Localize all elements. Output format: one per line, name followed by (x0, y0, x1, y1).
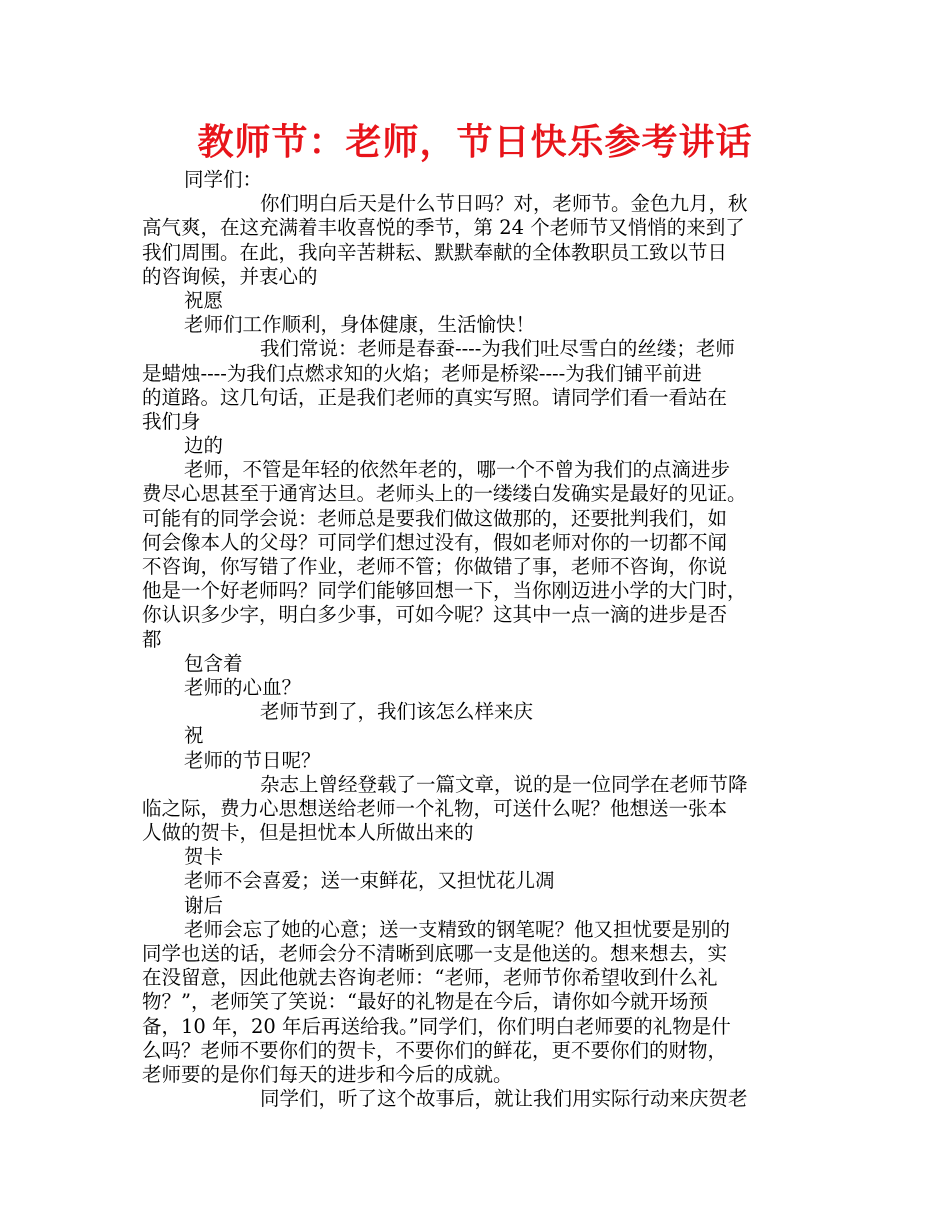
text-line: 祝愿 (184, 288, 224, 312)
text-line: 你认识多少字，明白多少事，可如今呢？这其中一点一滴的进步是否 (142, 603, 728, 627)
text-line: 老师，不管是年轻的依然年老的，哪一个不曾为我们的点滴进步 (184, 458, 731, 482)
text-line: 他是一个好老师吗？同学们能够回想一下，当你刚迈进小学的大门时， (142, 579, 747, 603)
document-title: 教师节：老师，节日快乐参考讲话 (197, 122, 753, 163)
text-line: 同学们： (184, 168, 263, 191)
text-line: 我们周围。在此，我向辛苦耕耘、默默奉献的全体教职员工致以节日 (142, 240, 728, 264)
text-line: 老师节到了，我们该怎么样来庆 (260, 700, 534, 724)
text-line: 都 (142, 627, 162, 651)
text-line: 老师们工作顺利，身体健康，生活愉快！ (184, 313, 536, 337)
text-line: 同学也送的话，老师会分不清晰到底哪一支是他送的。想来想去，实 (142, 942, 728, 965)
text-line: 不咨询，你写错了作业，老师不管；你做错了事，老师不咨询，你说 (142, 555, 728, 578)
text-line: 老师不会喜爱；送一束鲜花，又担忧花儿凋 (184, 869, 555, 893)
text-line: 祝 (184, 724, 204, 748)
text-line: 人做的贺卡，但是担忧本人所做出来的 (142, 821, 474, 845)
text-line: 是蜡烛----为我们点燃求知的火焰；老师是桥梁----为我们铺平前进 (142, 361, 702, 385)
text-line: 老师会忘了她的心意；送一支精致的钢笔呢？他又担忧要是别的 (184, 917, 731, 941)
text-line: 备，10 年，20 年后再送给我。”同学们，你们明白老师要的礼物是什 (142, 1014, 731, 1038)
text-line: 边的 (184, 434, 224, 458)
text-line: 可能有的同学会说：老师总是要我们做这做那的，还要批判我们，如 (142, 506, 728, 530)
text-line: 高气爽，在这充满着丰收喜悦的季节，第 24 个老师节又悄悄的来到了 (142, 216, 745, 240)
text-line: 老师的心血？ (184, 675, 302, 699)
text-line: 何会像本人的父母？可同学们想过没有，假如老师对你的一切都不闻 (142, 530, 728, 554)
text-line: 我们常说：老师是春蚕----为我们吐尽雪白的丝缕；老师 (260, 337, 735, 361)
text-line: 老师的节日呢？ (184, 748, 321, 772)
text-line: 么吗？老师不要你们的贺卡，不要你们的鲜花，更不要你们的财物， (142, 1038, 728, 1062)
text-line: 杂志上曾经登载了一篇文章，说的是一位同学在老师节降 (260, 772, 748, 796)
text-line: 同学们，听了这个故事后，就让我们用实际行动来庆贺老 (260, 1087, 748, 1111)
text-line: 的道路。这几句话，正是我们老师的真实写照。请同学们看一看站在 (142, 385, 728, 409)
text-line: 你们明白后天是什么节日吗？对，老师节。金色九月，秋 (260, 192, 748, 216)
text-line: 物？”，老师笑了笑说：“最好的礼物是在今后，请你如今就开场预 (142, 990, 708, 1014)
text-line: 临之际，费力心思想送给老师一个礼物，可送什么呢？他想送一张本 (142, 796, 728, 820)
text-line: 费尽心思甚至于通宵达旦。老师头上的一缕缕白发确实是最好的见证。 (142, 482, 747, 506)
text-line: 我们身 (142, 409, 201, 433)
text-line: 贺卡 (184, 845, 224, 869)
document-body (142, 168, 832, 1111)
text-line: 包含着 (184, 651, 243, 675)
text-line: 老师要的是你们每天的进步和今后的成就。 (142, 1062, 513, 1086)
text-line: 在没留意，因此他就去咨询老师：“老师，老师节你希望收到什么礼 (142, 966, 718, 990)
text-line: 谢后 (184, 893, 224, 917)
text-line: 的咨询候，并衷心的 (142, 264, 318, 288)
